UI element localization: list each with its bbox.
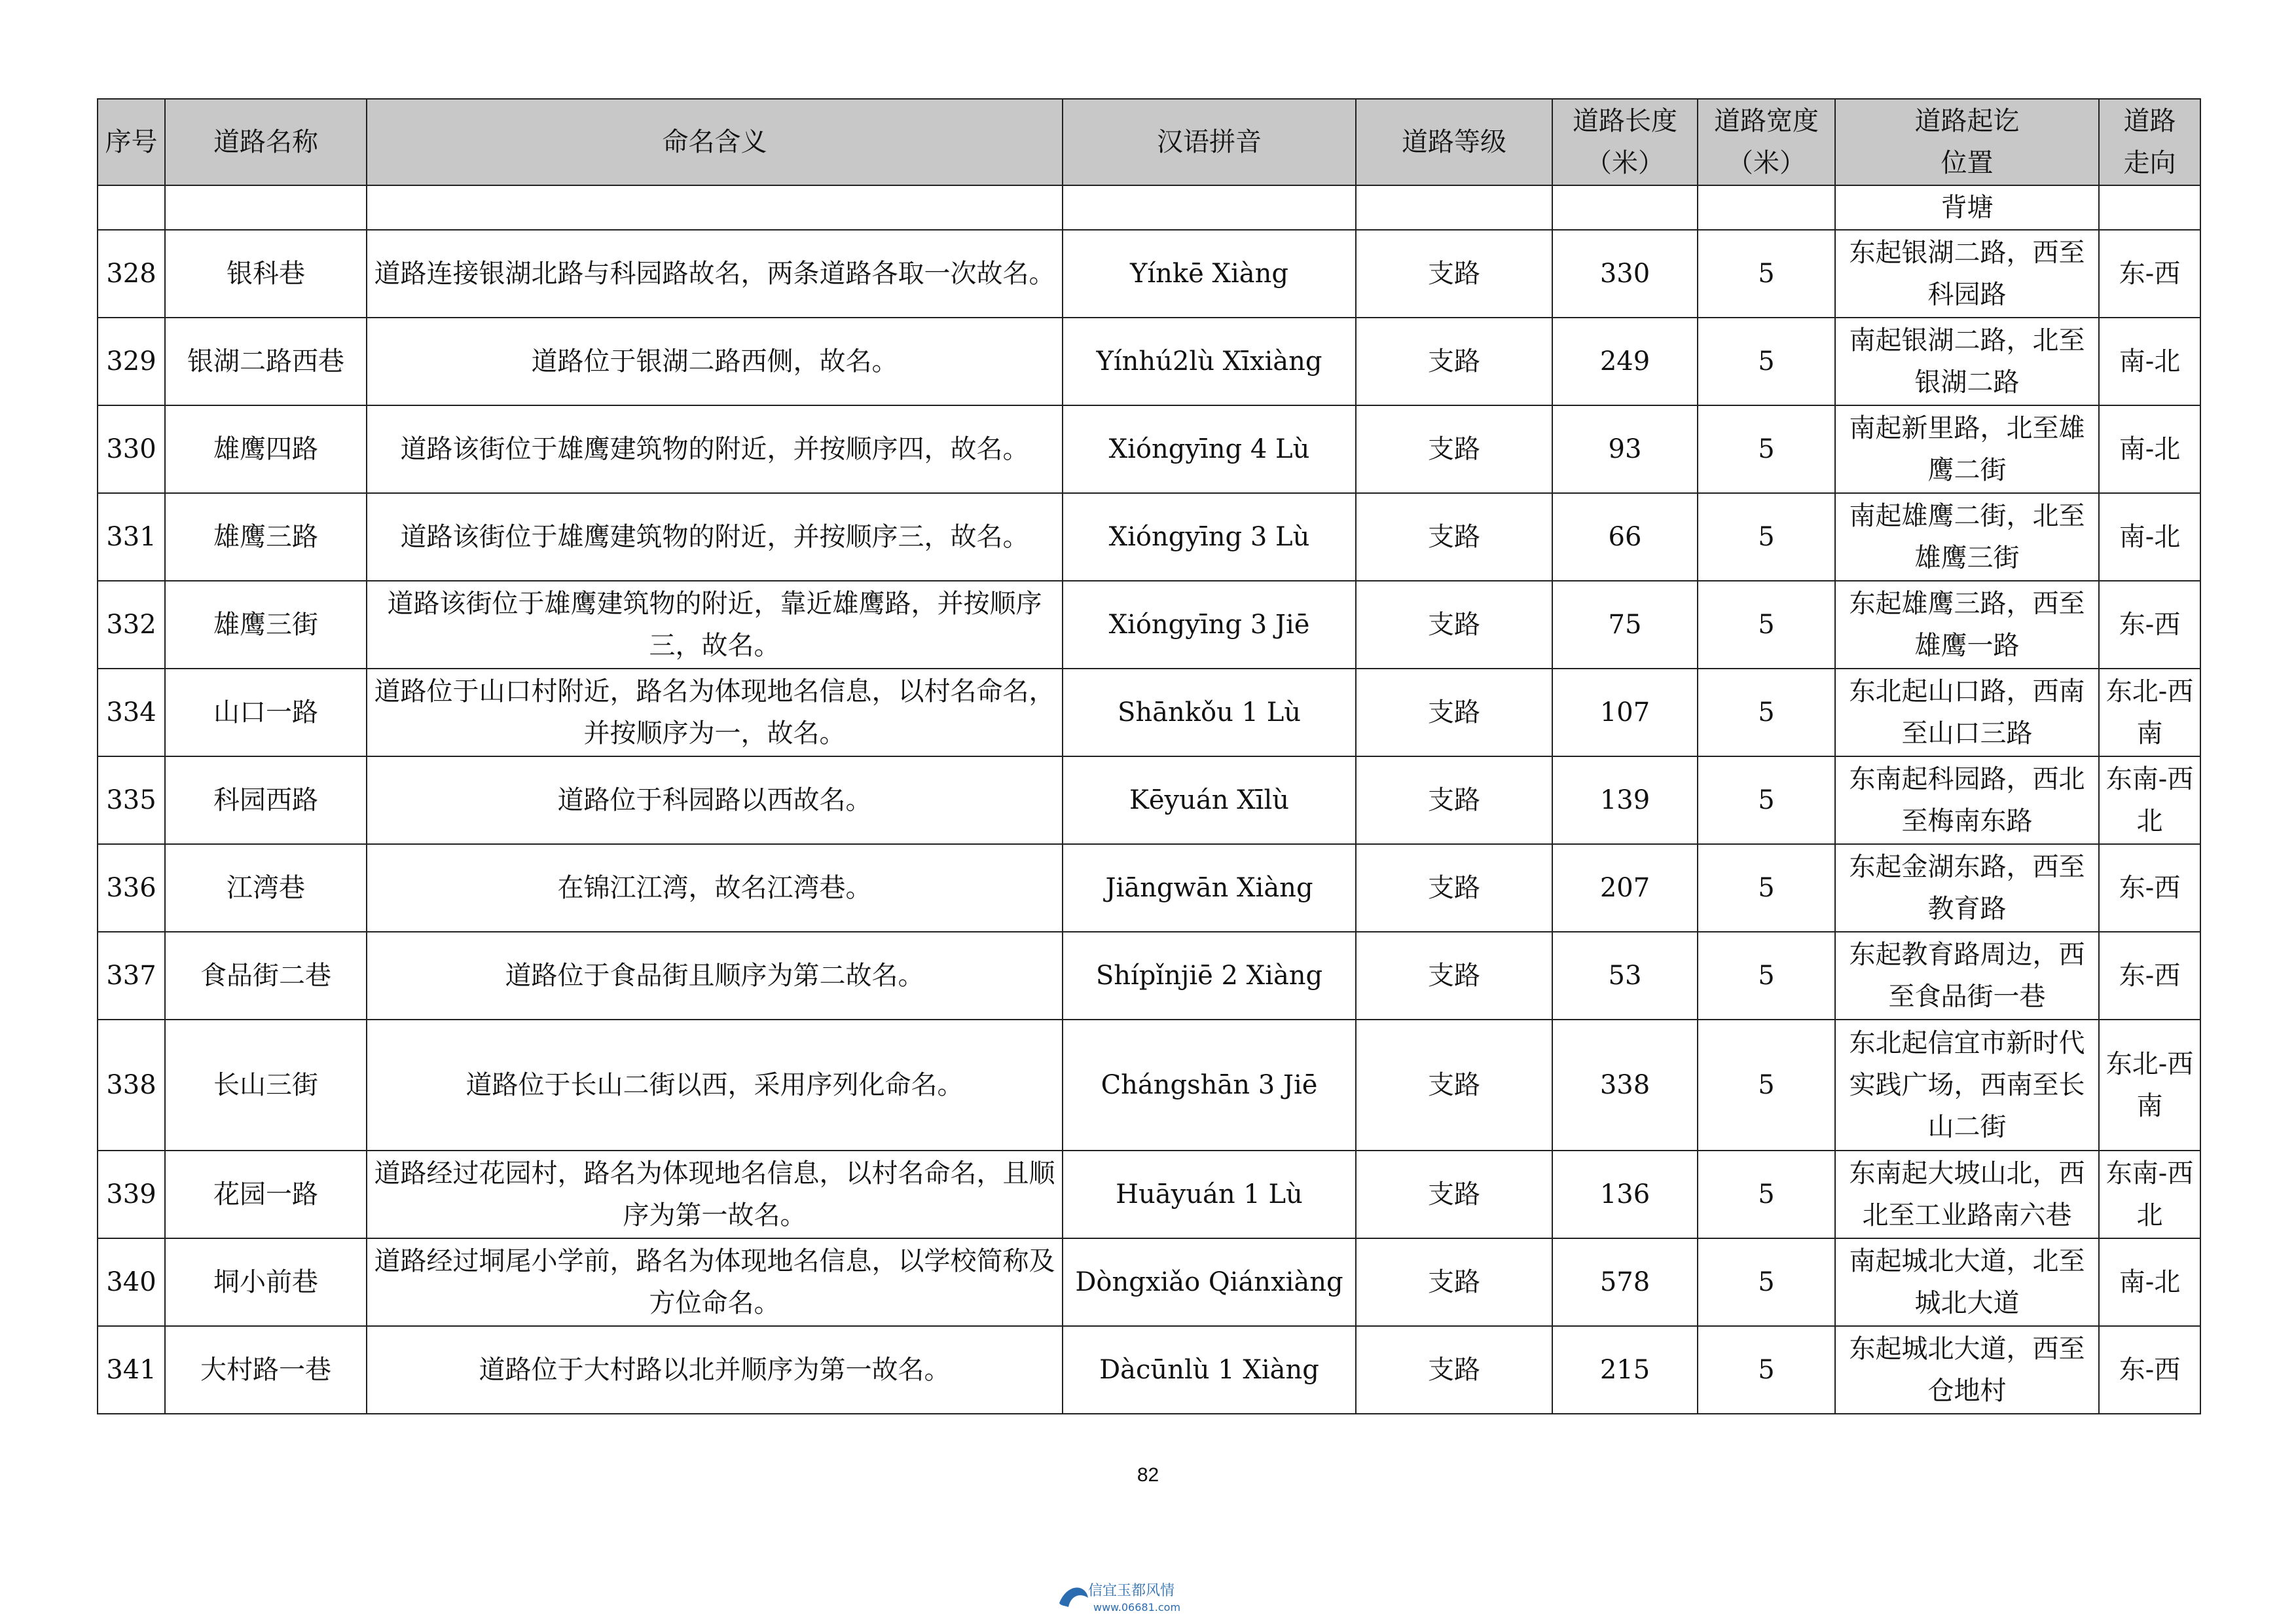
cell-length: 249 [1552,318,1698,405]
cell-length: 107 [1552,669,1698,756]
cell-grade: 支路 [1356,756,1552,844]
cell-name: 雄鹰三街 [165,581,367,669]
header-range-label-1: 道路起讫 [1914,106,2020,136]
table-row [98,318,2200,405]
cell-direction: 南-北 [2099,405,2200,493]
cell-grade: 支路 [1356,230,1552,318]
header-length-unit: （米） [1586,148,1664,178]
cell-pinyin: Huāyuán 1 Lù [1063,1151,1356,1238]
header-range [1835,99,2099,185]
cell-width: 5 [1698,318,1835,405]
cell-meaning: 道路经过垌尾小学前，路名为体现地名信息，以学校简称及方位命名。 [367,1238,1063,1326]
cell-length: 53 [1552,932,1698,1020]
cell-direction: 南-北 [2099,318,2200,405]
cell-width: 5 [1698,844,1835,932]
cell-width: 5 [1698,405,1835,493]
cell-empty [98,185,165,230]
cell-empty [367,185,1063,230]
cell-no: 329 [98,318,165,405]
cell-pinyin: Dòngxiǎo Qiánxiàng [1063,1238,1356,1326]
header-direction-label-1: 道路 [2123,106,2176,136]
cell-meaning: 在锦江江湾，故名江湾巷。 [367,844,1063,932]
table-row [98,932,2200,1020]
table-row [98,581,2200,669]
cell-meaning: 道路位于长山二街以西，采用序列化命名。 [367,1020,1063,1151]
cell-meaning: 道路连接银湖北路与科园路故名，两条道路各取一次故名。 [367,230,1063,318]
cell-range: 南起雄鹰二街，北至雄鹰三街 [1835,493,2099,581]
cell-no: 337 [98,932,165,1020]
cell-no: 335 [98,756,165,844]
cell-no: 328 [98,230,165,318]
cell-range: 东北起信宜市新时代实践广场，西南至长山二街 [1835,1020,2099,1151]
cell-direction: 东-西 [2099,844,2200,932]
cell-length: 215 [1552,1326,1698,1414]
cell-name: 花园一路 [165,1151,367,1238]
cell-pinyin: Xióngyīng 3 Lù [1063,493,1356,581]
cell-length: 66 [1552,493,1698,581]
cell-direction: 南-北 [2099,1238,2200,1326]
cell-range: 东起金湖东路，西至教育路 [1835,844,2099,932]
cell-pinyin: Kēyuán Xīlù [1063,756,1356,844]
table-row [98,669,2200,756]
cell-no: 339 [98,1151,165,1238]
cell-length: 338 [1552,1020,1698,1151]
cell-pinyin: Yínhú2lù Xīxiàng [1063,318,1356,405]
cell-name: 山口一路 [165,669,367,756]
cell-no: 330 [98,405,165,493]
cell-name: 雄鹰四路 [165,405,367,493]
cell-grade: 支路 [1356,493,1552,581]
cell-length: 75 [1552,581,1698,669]
cell-name: 银湖二路西巷 [165,318,367,405]
cell-direction: 东-西 [2099,1326,2200,1414]
cell-range: 东起银湖二路，西至科园路 [1835,230,2099,318]
cell-direction: 东南-西北 [2099,756,2200,844]
cell-no: 336 [98,844,165,932]
cell-direction: 东南-西北 [2099,1151,2200,1238]
cell-name: 大村路一巷 [165,1326,367,1414]
cell-empty [1356,185,1552,230]
cell-width: 5 [1698,1020,1835,1151]
cell-name: 食品街二巷 [165,932,367,1020]
table-row [98,493,2200,581]
cell-range: 南起城北大道，北至城北大道 [1835,1238,2099,1326]
cell-grade: 支路 [1356,1238,1552,1326]
cell-pinyin: Yínkē Xiàng [1063,230,1356,318]
cell-width: 5 [1698,1326,1835,1414]
road-naming-table [97,98,2201,1414]
table-row [98,230,2200,318]
cell-empty [2099,185,2200,230]
table-row [98,1151,2200,1238]
cell-no: 338 [98,1020,165,1151]
cell-range: 背塘 [1835,185,2099,230]
cell-width: 5 [1698,1238,1835,1326]
cell-empty [165,185,367,230]
cell-meaning: 道路该街位于雄鹰建筑物的附近，并按顺序四，故名。 [367,405,1063,493]
page-number: 82 [1137,1464,1159,1486]
cell-meaning: 道路位于银湖二路西侧，故名。 [367,318,1063,405]
cell-range: 南起新里路，北至雄鹰二街 [1835,405,2099,493]
cell-meaning: 道路该街位于雄鹰建筑物的附近，并按顺序三，故名。 [367,493,1063,581]
cell-grade: 支路 [1356,844,1552,932]
cell-width: 5 [1698,756,1835,844]
table-row-continued [98,185,2200,230]
table-row [98,405,2200,493]
cell-empty [1698,185,1835,230]
cell-width: 5 [1698,932,1835,1020]
cell-range: 东北起山口路，西南至山口三路 [1835,669,2099,756]
cell-direction: 东-西 [2099,230,2200,318]
table-row [98,756,2200,844]
header-direction-label-2: 走向 [2123,148,2176,178]
cell-range: 东起教育路周边，西至食品街一巷 [1835,932,2099,1020]
wave-icon [1059,1587,1088,1607]
cell-direction: 东-西 [2099,932,2200,1020]
cell-length: 136 [1552,1151,1698,1238]
cell-name: 银科巷 [165,230,367,318]
cell-width: 5 [1698,230,1835,318]
header-width-unit: （米） [1727,148,1806,178]
header-width-label: 道路宽度 [1714,106,1819,136]
cell-grade: 支路 [1356,405,1552,493]
watermark-url: www.06681.com [1093,1601,1181,1614]
cell-width: 5 [1698,669,1835,756]
header-length-label: 道路长度 [1573,106,1677,136]
cell-range: 南起银湖二路，北至银湖二路 [1835,318,2099,405]
cell-grade: 支路 [1356,1326,1552,1414]
cell-meaning: 道路位于食品街且顺序为第二故名。 [367,932,1063,1020]
header-direction [2099,99,2200,185]
header-pinyin: 汉语拼音 [1063,99,1356,185]
cell-width: 5 [1698,1151,1835,1238]
cell-direction: 南-北 [2099,493,2200,581]
cell-name: 江湾巷 [165,844,367,932]
cell-grade: 支路 [1356,932,1552,1020]
watermark-text: 信宜玉都风情 [1088,1583,1175,1599]
cell-length: 330 [1552,230,1698,318]
cell-name: 垌小前巷 [165,1238,367,1326]
cell-range: 东起城北大道，西至仓地村 [1835,1326,2099,1414]
cell-pinyin: Xióngyīng 4 Lù [1063,405,1356,493]
table-row [98,1326,2200,1414]
cell-pinyin: Xióngyīng 3 Jiē [1063,581,1356,669]
cell-meaning: 道路位于科园路以西故名。 [367,756,1063,844]
cell-pinyin: Dàcūnlù 1 Xiàng [1063,1326,1356,1414]
header-meaning: 命名含义 [367,99,1063,185]
cell-length: 139 [1552,756,1698,844]
header-width [1698,99,1835,185]
cell-grade: 支路 [1356,318,1552,405]
watermark-logo [1054,1578,1250,1617]
cell-grade: 支路 [1356,1020,1552,1151]
cell-empty [1552,185,1698,230]
header-range-label-2: 位置 [1941,148,1994,178]
table-header-row [98,99,2200,185]
cell-range: 东起雄鹰三路，西至雄鹰一路 [1835,581,2099,669]
cell-grade: 支路 [1356,669,1552,756]
cell-width: 5 [1698,581,1835,669]
cell-direction: 东北-西南 [2099,669,2200,756]
header-grade: 道路等级 [1356,99,1552,185]
cell-range: 东南起科园路，西北至梅南东路 [1835,756,2099,844]
cell-pinyin: Jiāngwān Xiàng [1063,844,1356,932]
cell-no: 340 [98,1238,165,1326]
header-length [1552,99,1698,185]
cell-name: 科园西路 [165,756,367,844]
table-row [98,1238,2200,1326]
cell-name: 长山三街 [165,1020,367,1151]
cell-empty [1063,185,1356,230]
cell-grade: 支路 [1356,1151,1552,1238]
cell-pinyin: Shānkǒu 1 Lù [1063,669,1356,756]
cell-length: 207 [1552,844,1698,932]
cell-pinyin: Shípǐnjiē 2 Xiàng [1063,932,1356,1020]
cell-no: 331 [98,493,165,581]
cell-no: 332 [98,581,165,669]
cell-pinyin: Chángshān 3 Jiē [1063,1020,1356,1151]
cell-meaning: 道路位于山口村附近，路名为体现地名信息，以村名命名，并按顺序为一，故名。 [367,669,1063,756]
header-seq: 序号 [98,99,165,185]
table-row [98,844,2200,932]
cell-no: 341 [98,1326,165,1414]
table-row [98,1020,2200,1151]
cell-meaning: 道路经过花园村，路名为体现地名信息，以村名命名，且顺序为第一故名。 [367,1151,1063,1238]
cell-no: 334 [98,669,165,756]
cell-meaning: 道路位于大村路以北并顺序为第一故名。 [367,1326,1063,1414]
cell-length: 93 [1552,405,1698,493]
cell-name: 雄鹰三路 [165,493,367,581]
cell-range: 东南起大坡山北，西北至工业路南六巷 [1835,1151,2099,1238]
cell-width: 5 [1698,493,1835,581]
cell-grade: 支路 [1356,581,1552,669]
cell-length: 578 [1552,1238,1698,1326]
header-name: 道路名称 [165,99,367,185]
cell-direction: 东北-西南 [2099,1020,2200,1151]
cell-meaning: 道路该街位于雄鹰建筑物的附近，靠近雄鹰路，并按顺序三，故名。 [367,581,1063,669]
cell-direction: 东-西 [2099,581,2200,669]
